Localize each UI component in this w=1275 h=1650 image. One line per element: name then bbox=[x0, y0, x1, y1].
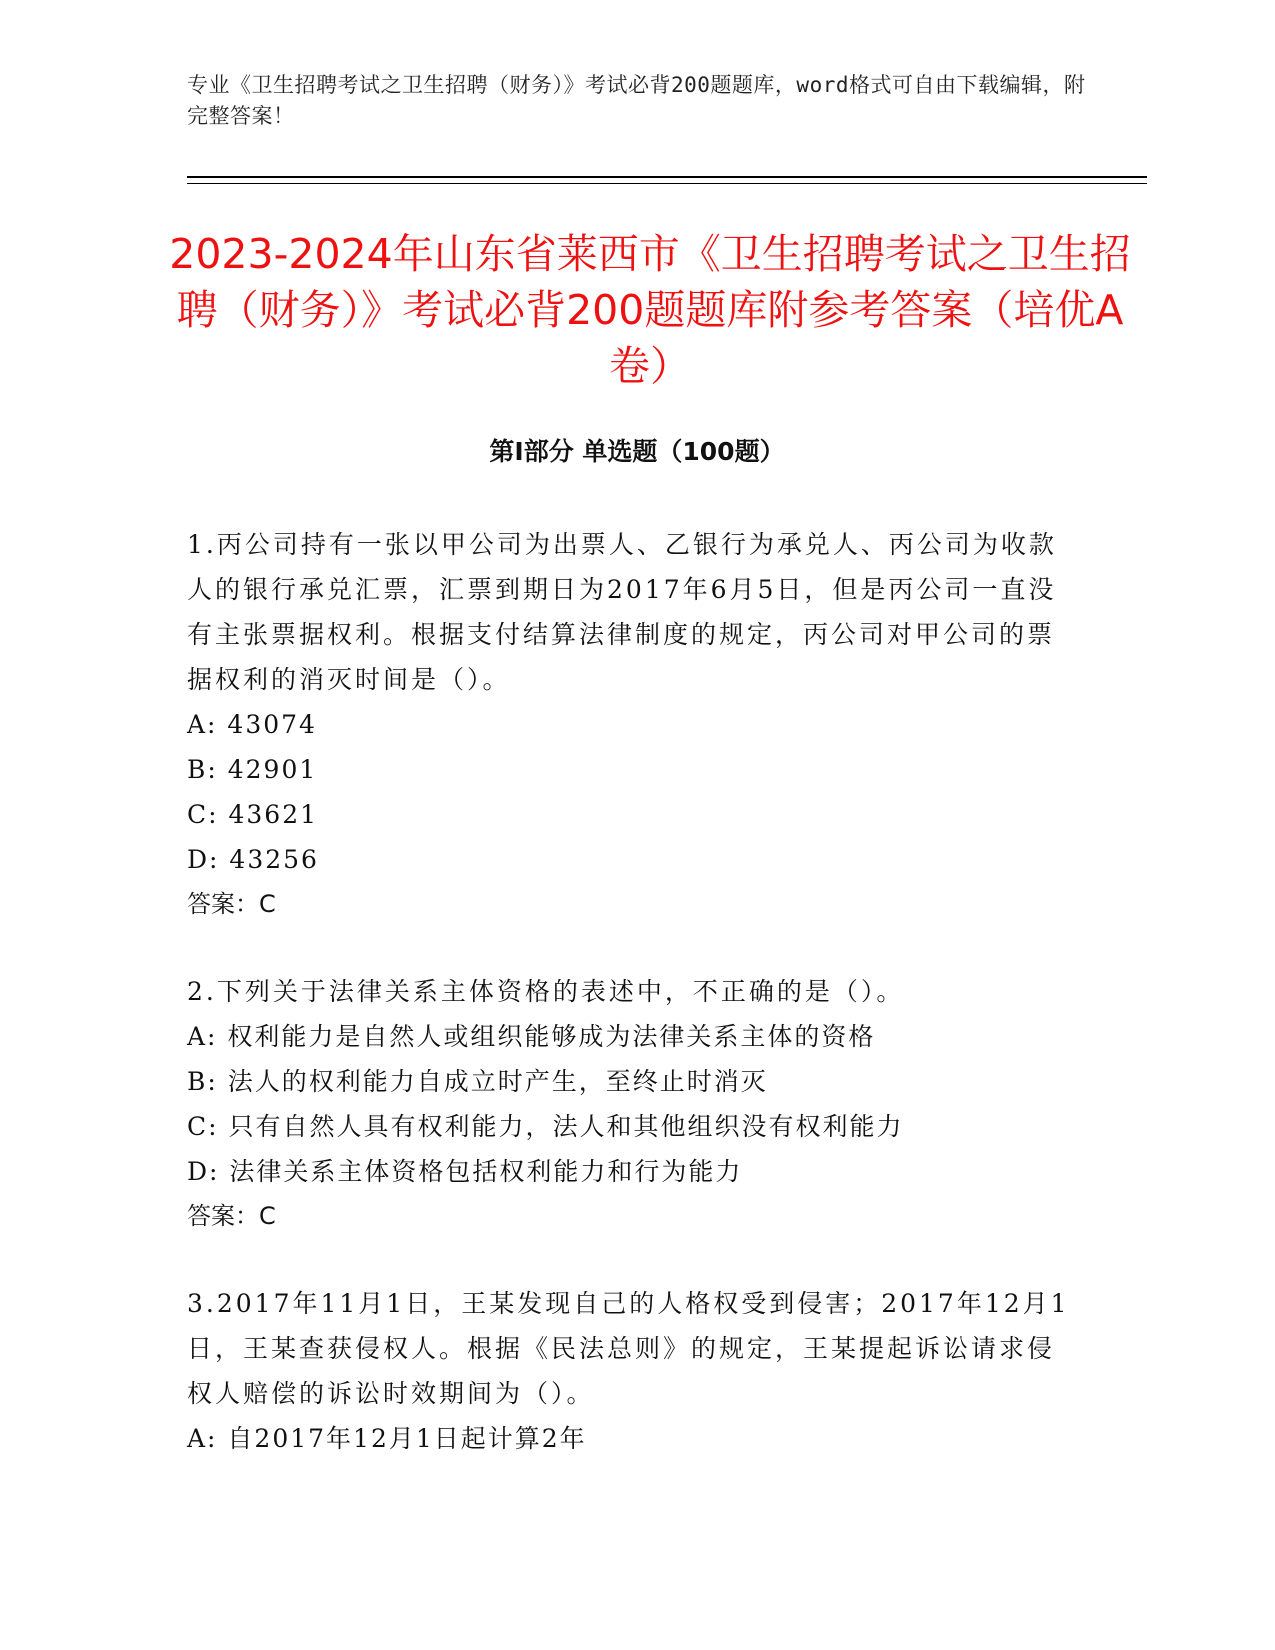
header-note: 专业《卫生招聘考试之卫生招聘（财务）》考试必背200题题库，word格式可自由下载编辑，附完整答案！ bbox=[187, 73, 1086, 128]
question-list bbox=[187, 522, 1077, 1503]
header-divider-thin bbox=[187, 183, 1147, 184]
question-2 bbox=[187, 969, 1077, 1239]
question-3 bbox=[187, 1281, 1077, 1461]
option-a: A: 自2017年12月1日起计算2年 bbox=[187, 1424, 587, 1453]
header-divider-thick bbox=[187, 176, 1147, 178]
document-title: 2023-2024年山东省莱西市《卫生招聘考试之卫生招聘（财务）》考试必背200题题库附参考答案（培优A卷） bbox=[169, 230, 1131, 390]
option-d: D: 43256 bbox=[187, 845, 319, 874]
option-b: B: 42901 bbox=[187, 755, 318, 784]
option-a: A: 43074 bbox=[187, 710, 317, 739]
question-stem: 2.下列关于法律关系主体资格的表述中，不正确的是（）。 bbox=[187, 977, 905, 1006]
answer: 答案：C bbox=[187, 890, 276, 918]
option-b: B: 法人的权利能力自成立时产生，至终止时消灭 bbox=[187, 1067, 768, 1096]
option-c: C: 只有自然人具有权利能力，法人和其他组织没有权利能力 bbox=[187, 1112, 904, 1141]
question-stem: 1.丙公司持有一张以甲公司为出票人、乙银行为承兑人、丙公司为收款人的银行承兑汇票，汇票到期日为2017年6月5日，但是丙公司一直没有主张票据权利。根据支付结算法律制度的规定，丙公司对甲公司的票据权利的消灭时间是（）。 bbox=[187, 530, 1057, 694]
question-1 bbox=[187, 522, 1077, 927]
section-heading: 第Ⅰ部分 单选题（100题） bbox=[489, 437, 785, 466]
question-stem: 3.2017年11月1日，王某发现自己的人格权受到侵害；2017年12月1日，王某查获侵权人。根据《民法总则》的规定，王某提起诉讼请求侵权人赔偿的诉讼时效期间为（）。 bbox=[187, 1289, 1070, 1408]
option-a: A: 权利能力是自然人或组织能够成为法律关系主体的资格 bbox=[187, 1022, 876, 1051]
answer: 答案：C bbox=[187, 1202, 276, 1230]
option-c: C: 43621 bbox=[187, 800, 319, 829]
option-d: D: 法律关系主体资格包括权利能力和行为能力 bbox=[187, 1157, 743, 1186]
